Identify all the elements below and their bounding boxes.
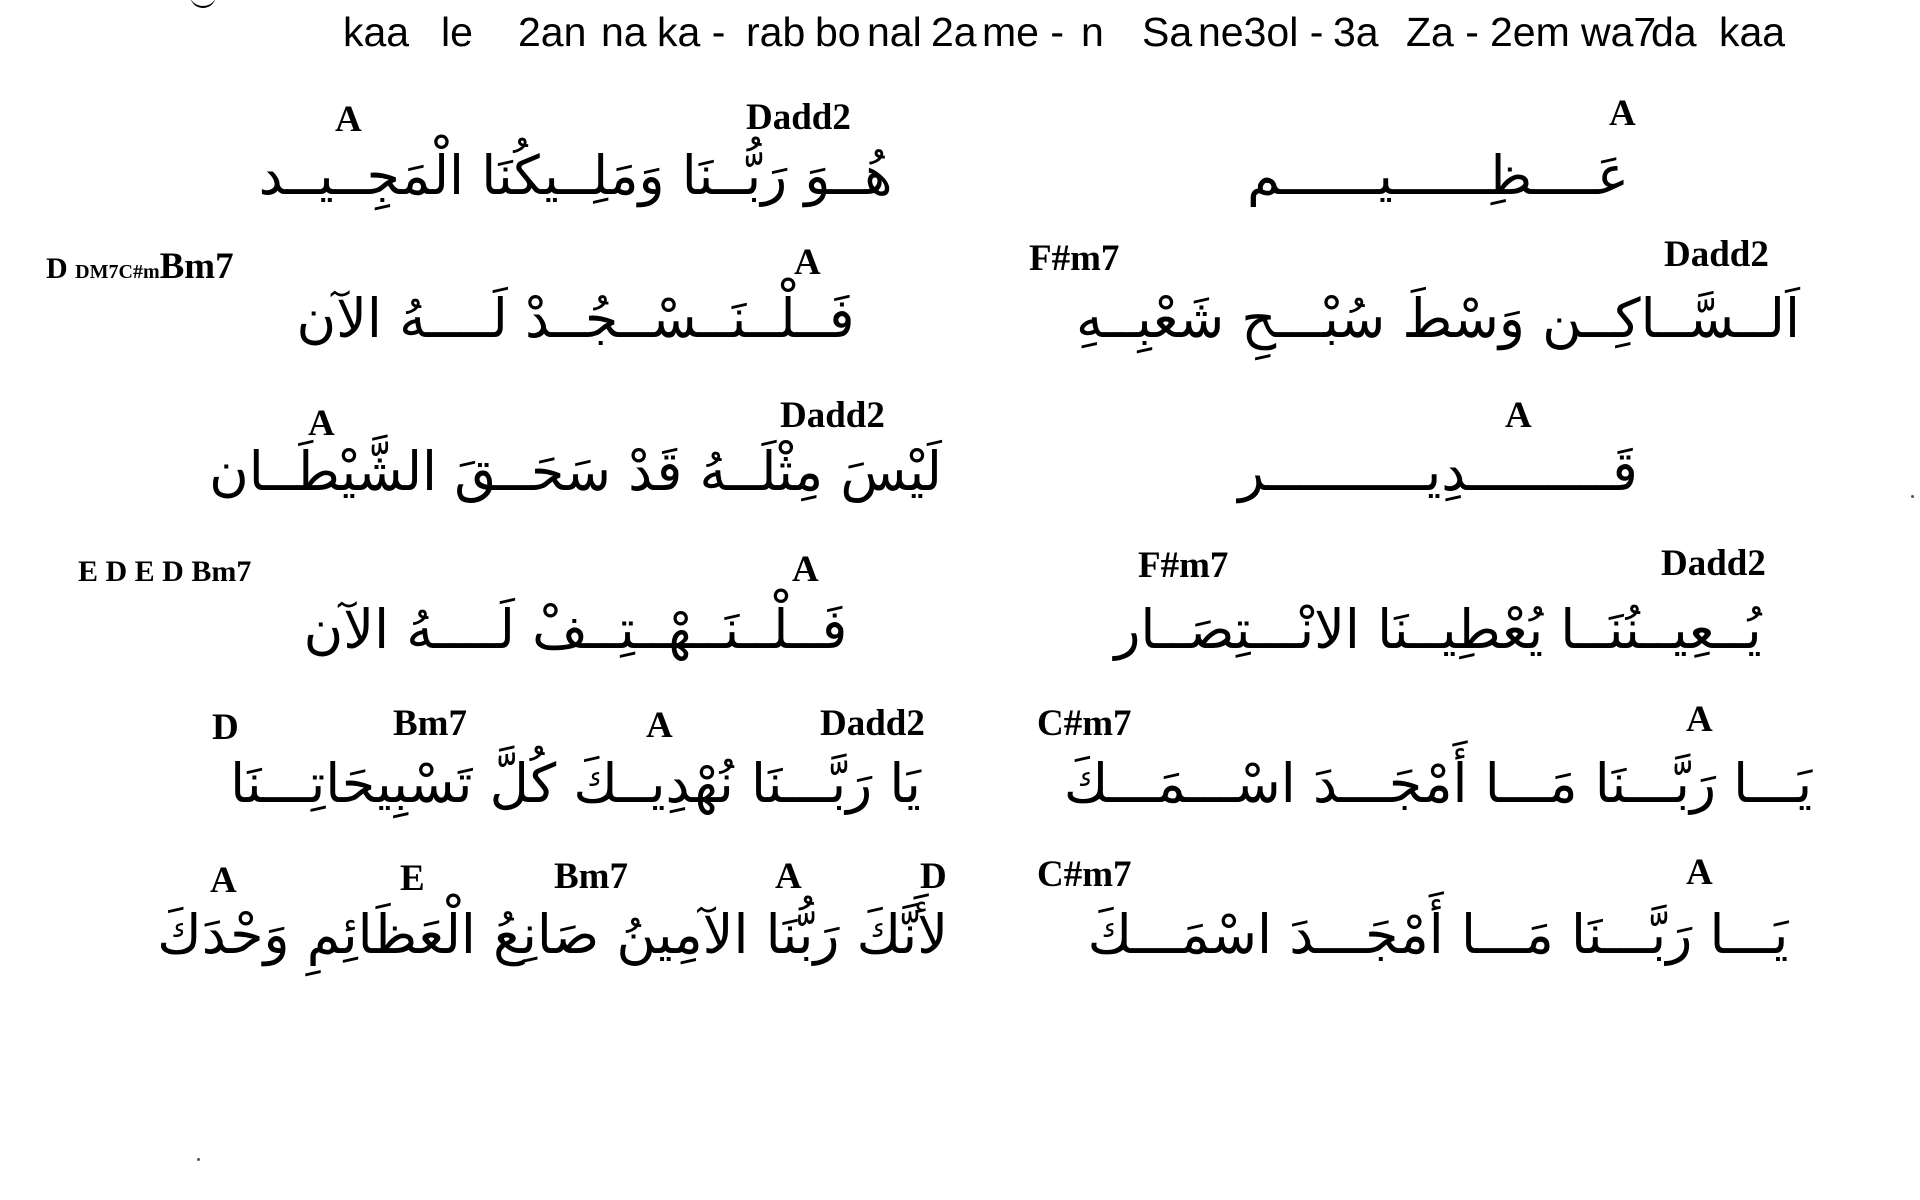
transliteration-word: n — [1081, 9, 1104, 55]
chord: Dadd2 — [1661, 543, 1766, 584]
corner-mark — [190, 0, 216, 8]
chord: A — [1505, 395, 1532, 436]
chord: Dadd2 — [820, 703, 925, 744]
transliteration-word: 2em — [1490, 9, 1570, 55]
lyric-line-left: فَــلْــنَــسْــجُــدْ لَــــهُ الآن — [296, 287, 855, 350]
chord: A — [335, 99, 362, 140]
transliteration-word: wa7 — [1581, 9, 1657, 55]
chord-label: Bm7 — [159, 246, 234, 287]
scan-speck — [197, 1158, 200, 1161]
lyric-line-right: اَلــسَّــاكِــن وَسْطَ سُبْـــحِ شَعْبِــهِ — [1076, 287, 1800, 350]
transliteration-word: le — [441, 9, 473, 55]
chord-label: D — [46, 252, 68, 285]
chord: F#m7 — [1138, 545, 1229, 586]
chord: Bm7 — [393, 703, 467, 744]
chord: A — [1609, 93, 1636, 134]
chord: Dadd2 — [1664, 234, 1769, 275]
verse-row — [0, 852, 1920, 990]
transliteration-word: 3a — [1333, 9, 1379, 55]
chord: E — [400, 858, 425, 899]
transliteration-word: 2a — [931, 9, 977, 55]
chord: A — [210, 860, 237, 901]
chord: D — [920, 856, 947, 897]
lyric-line-right: عَــــظِــــــيــــــم — [1247, 144, 1629, 207]
lyric-line-left: لأَنَّكَ رَبُّنَا الآمِينُ صَانِعُ الْعَظَائِمِ وَحْدَكَ — [157, 903, 948, 966]
transliteration-word: Za - — [1406, 9, 1479, 55]
transliteration-word: ka - — [657, 9, 726, 55]
transliteration-word: 2an — [518, 9, 587, 55]
lyric-line-left: يَا رَبَّـــنَا نُهْدِيــكَ كُلَّ تَسْبِيحَاتِـــنَا — [230, 752, 921, 815]
chord: A — [775, 856, 802, 897]
lyric-line-right: يَـــا رَبَّـــنَا مَـــا أَمْجَـــدَ اسْمَـــكَ — [1087, 903, 1789, 966]
lyric-line-right: قَـــــــــدِيــــــــــر — [1238, 440, 1638, 503]
chord-label: DM7 — [75, 261, 119, 283]
verse-row — [0, 397, 1920, 527]
chord: C#m7 — [1037, 703, 1132, 744]
lyric-line-left: هُــوَ رَبُّــنَا وَمَلِــيكُنَا الْمَجِــيــد — [258, 144, 893, 207]
verse-row — [0, 699, 1920, 835]
chord — [46, 248, 234, 285]
chord: A — [792, 549, 819, 590]
chord: D — [212, 707, 239, 748]
transliteration-line — [0, 0, 1920, 64]
verse-row — [0, 234, 1920, 370]
chord: A — [794, 242, 821, 283]
transliteration-word: ne3ol - — [1198, 9, 1324, 55]
scan-speck — [1911, 495, 1914, 498]
lyric-line-left: لَيْسَ مِثْلَــهُ قَدْ سَحَــقَ الشَّيْطَــان — [209, 440, 942, 503]
chord: A — [308, 403, 335, 444]
lyric-line-right: يَـــا رَبَّـــنَا مَـــا أَمْجَـــدَ اسْـــمَـــكَ — [1063, 752, 1813, 815]
chord: Dadd2 — [746, 97, 851, 138]
chord: C#m7 — [1037, 854, 1132, 895]
transliteration-word: kaa — [343, 9, 410, 55]
transliteration-word: Sa — [1142, 9, 1193, 55]
chord-label: E D E D Bm7 — [78, 555, 252, 588]
lyric-line-right: يُــعِيــنُنَــا يُعْطِيــنَا الانْـــتِصَــار — [1114, 598, 1762, 661]
chord: A — [646, 705, 673, 746]
transliteration-word: rab — [746, 9, 806, 55]
chord: A — [1686, 699, 1713, 740]
transliteration-word: da — [1651, 9, 1697, 55]
chord: Bm7 — [554, 856, 628, 897]
transliteration-word: bo — [815, 9, 861, 55]
transliteration-word: kaa — [1719, 9, 1786, 55]
transliteration-word: na — [601, 9, 647, 55]
chord: Dadd2 — [780, 395, 885, 436]
transliteration-word: me - — [982, 9, 1064, 55]
chord: F#m7 — [1029, 238, 1120, 279]
verse-row — [0, 95, 1920, 225]
chord-label: C#m — [118, 261, 160, 283]
chord: A — [1686, 852, 1713, 893]
chord — [78, 557, 251, 587]
transliteration-word: nal — [867, 9, 922, 55]
lyric-line-left: فَــلْــنَــهْــتِــفْ لَــــهُ الآن — [303, 598, 848, 661]
verse-row — [0, 543, 1920, 677]
